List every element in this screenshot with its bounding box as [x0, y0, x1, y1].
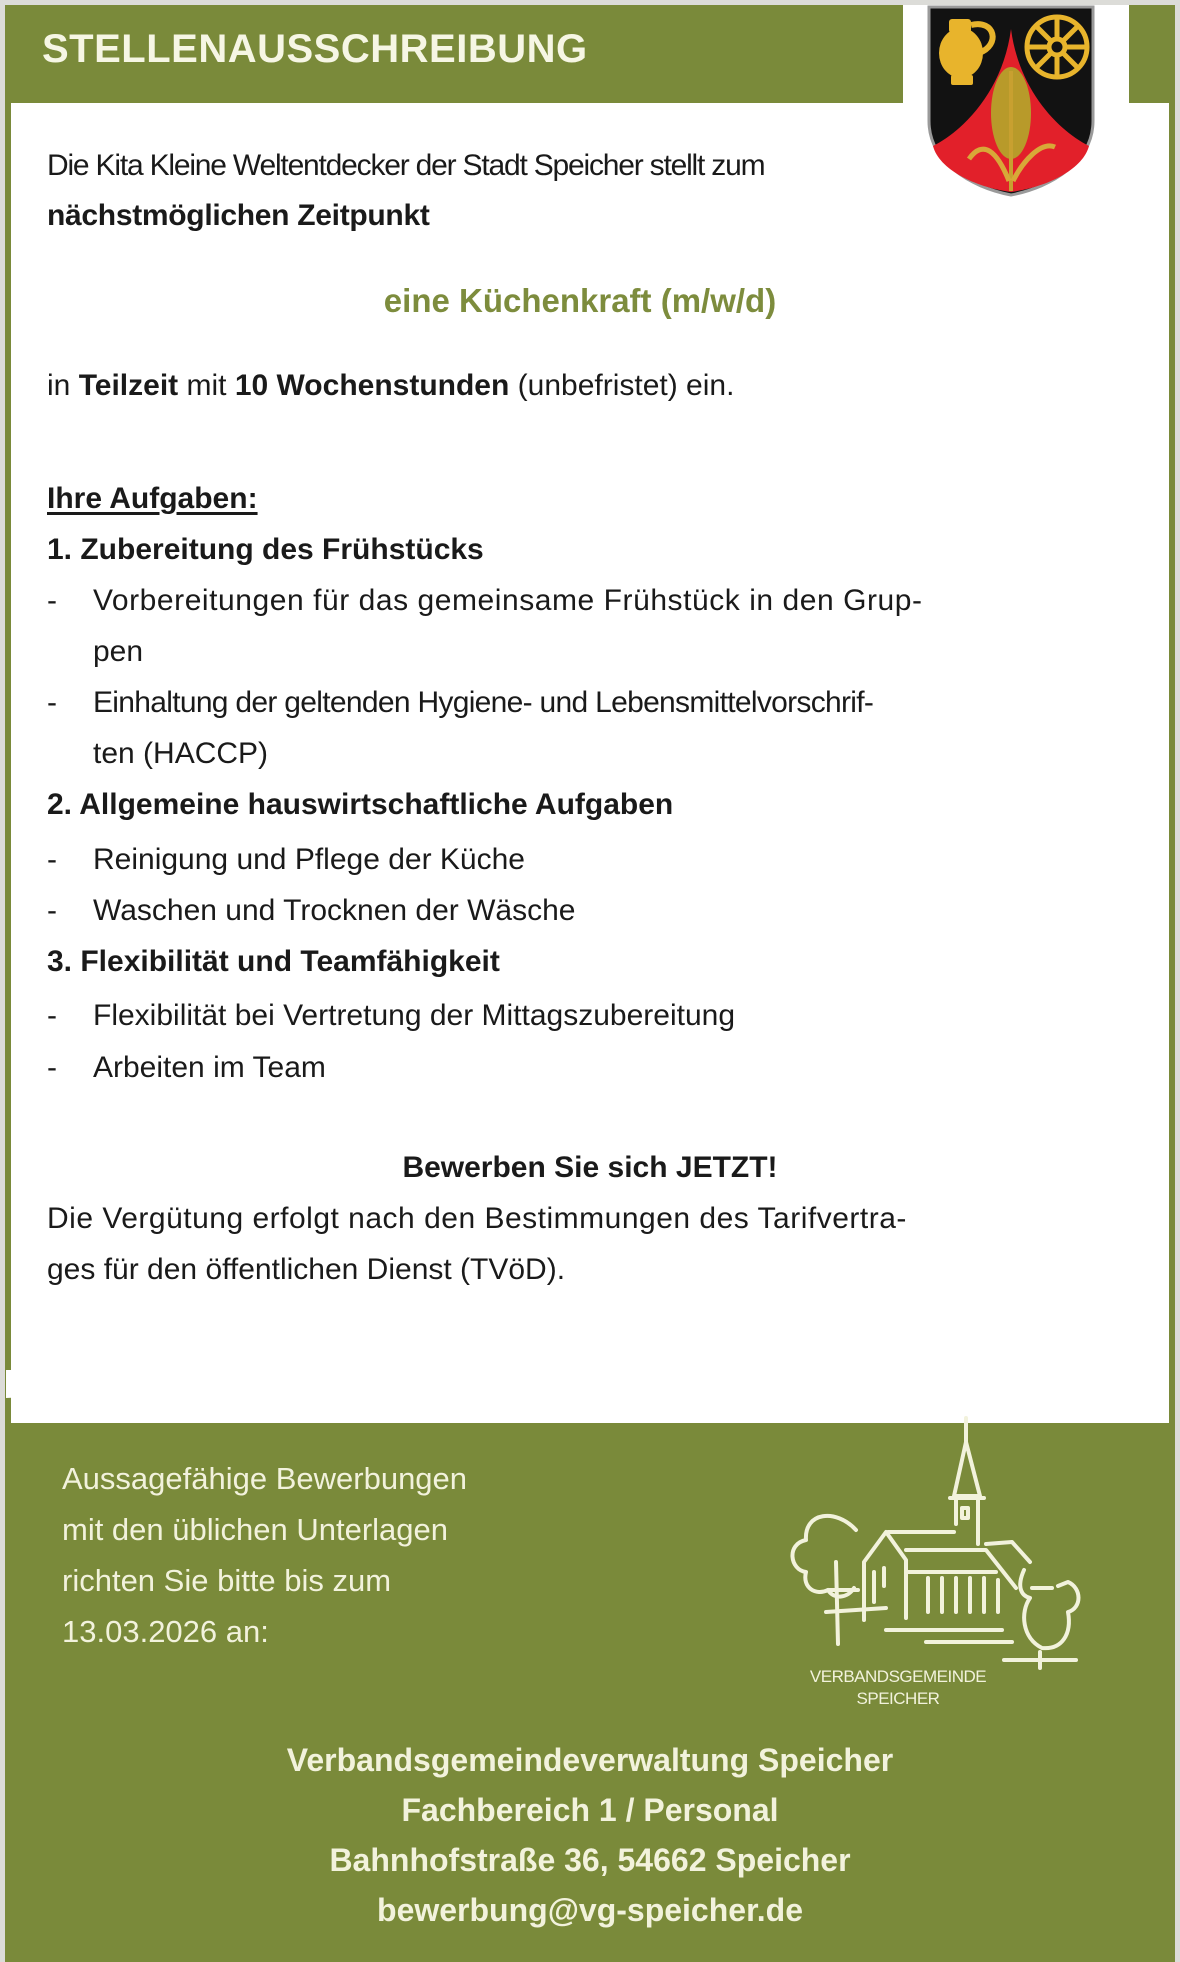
- task-section-2-title: 2. Allgemeine hauswirtschaftliche Aufgaben: [47, 788, 674, 821]
- intro-text: Die Kita Kleine Weltentdecker der Stadt Speicher stellt zum: [47, 149, 765, 182]
- employment-type: Teilzeit: [78, 369, 179, 402]
- intro-start-date: nächstmöglichen Zeitpunkt: [47, 199, 430, 232]
- task-section-3-title: 3. Flexibilität und Teamfähigkeit: [47, 945, 500, 978]
- list-item: - Reinigung und Pflege der Küche: [47, 843, 525, 876]
- list-item: - Flexibilität bei Vertretung der Mittagszubereitung: [47, 999, 736, 1032]
- coat-of-arms-icon: [923, 1, 1099, 197]
- list-item: - Arbeiten im Team: [47, 1051, 326, 1084]
- weekly-hours: 10 Wochenstunden: [234, 369, 510, 402]
- task-section-1-title: 1. Zubereitung des Frühstücks: [47, 533, 484, 566]
- email-link[interactable]: bewerbung@vg-speicher.de: [377, 1892, 803, 1928]
- salary-info: Die Vergütung erfolgt nach den Bestimmungen des Tarifvertra- ges für den öffentlichen Dienst (TVöD).: [47, 1202, 907, 1286]
- contact-address: [0, 1735, 1180, 1935]
- page-title: STELLENAUSSCHREIBUNG: [42, 27, 588, 71]
- svg-text:VERBANDSGEMEINDE: VERBANDSGEMEINDE: [809, 1667, 987, 1686]
- svg-text:SPEICHER: SPEICHER: [856, 1689, 940, 1708]
- tasks-heading: Ihre Aufgaben:: [47, 482, 258, 515]
- organization-name: Verbandsgemeindeverwaltung Speicher: [286, 1742, 894, 1778]
- application-deadline: 13.03.2026 an:: [62, 1614, 269, 1649]
- list-item: - Waschen und Trocknen der Wäsche: [47, 894, 576, 927]
- working-hours: in Teilzeit mit 10 Wochenstunden (unbefristet) ein.: [47, 369, 735, 402]
- list-item: - Vorbereitungen für das gemeinsame Frühstück in den Grup- pen: [47, 584, 923, 668]
- department: Fachbereich 1 / Personal: [401, 1792, 779, 1828]
- job-title: eine Küchenkraft (m/w/d): [383, 282, 777, 319]
- application-instructions: Aussagefähige Bewerbungen mit den üblichen Unterlagen richten Sie bitte bis zum 13.03.2026 an:: [62, 1453, 467, 1657]
- street-address: Bahnhofstraße 36, 54662 Speicher: [329, 1842, 851, 1878]
- list-item: - Einhaltung der geltenden Hygiene- und Lebensmittelvorschrif- ten (HACCP): [47, 686, 874, 770]
- church-logo-icon: [776, 1412, 1090, 1712]
- call-to-action: Bewerben Sie sich JETZT!: [402, 1151, 778, 1184]
